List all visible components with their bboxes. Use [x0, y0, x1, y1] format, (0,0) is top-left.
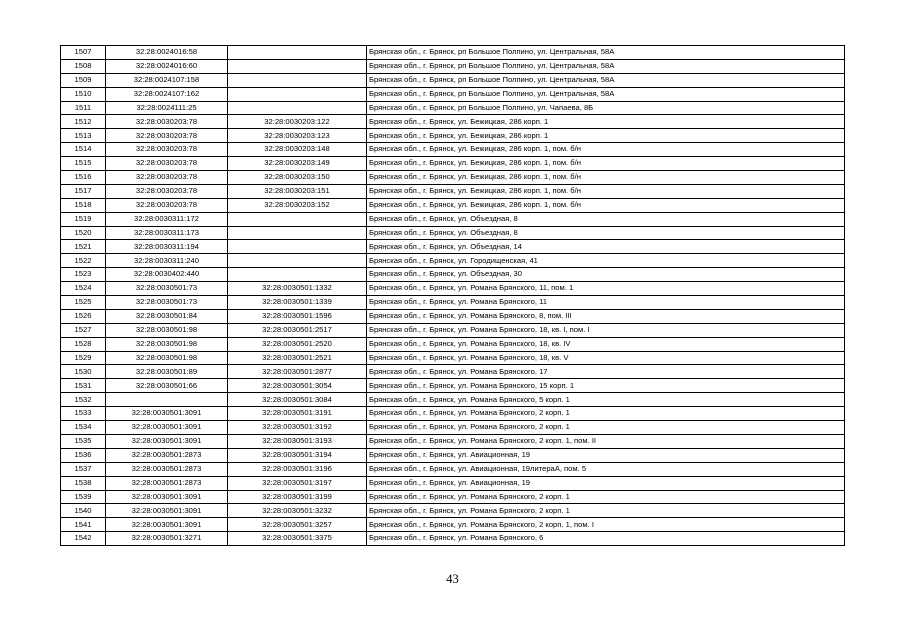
address-cell: Брянская обл., г. Брянск, рп Большое Полпино, ул. Центральная, 58А	[367, 46, 845, 60]
cadastral-number-cell: 32:28:0030501:3091	[106, 504, 228, 518]
cadastral-number-cell: 32:28:0030203:78	[106, 143, 228, 157]
cadastral-number-cell: 32:28:0030311:173	[106, 226, 228, 240]
table-row	[61, 532, 845, 546]
page-number: 43	[446, 572, 459, 586]
object-cadastral-number-cell: 32:28:0030501:2517	[228, 323, 367, 337]
object-cadastral-number-cell: 32:28:0030501:3054	[228, 379, 367, 393]
address-cell: Брянская обл., г. Брянск, ул. Бежицкая, 286 корп. 1	[367, 115, 845, 129]
table-row	[61, 296, 845, 310]
cadastral-number-cell: 32:28:0030501:73	[106, 282, 228, 296]
object-cadastral-number-cell: 32:28:0030203:152	[228, 198, 367, 212]
cadastral-number-cell: 32:28:0030402:440	[106, 268, 228, 282]
table-row	[61, 143, 845, 157]
row-number-cell: 1513	[61, 129, 106, 143]
address-cell: Брянская обл., г. Брянск, рп Большое Полпино, ул. Центральная, 58А	[367, 59, 845, 73]
row-number-cell: 1542	[61, 532, 106, 546]
object-cadastral-number-cell: 32:28:0030501:3197	[228, 476, 367, 490]
address-cell: Брянская обл., г. Брянск, ул. Романа Брянского, 11	[367, 296, 845, 310]
cadastral-number-cell: 32:28:0030203:78	[106, 157, 228, 171]
cadastral-number-cell: 32:28:0030311:194	[106, 240, 228, 254]
cadastral-number-cell: 32:28:0024107:162	[106, 87, 228, 101]
address-cell: Брянская обл., г. Брянск, ул. Романа Брянского, 2 корп. 1, пом. II	[367, 434, 845, 448]
row-number-cell: 1512	[61, 115, 106, 129]
row-number-cell: 1523	[61, 268, 106, 282]
address-cell: Брянская обл., г. Брянск, ул. Авиационная, 19	[367, 476, 845, 490]
object-cadastral-number-cell: 32:28:0030501:3199	[228, 490, 367, 504]
address-cell: Брянская обл., г. Брянск, ул. Бежицкая, 286 корп. 1, пом. б/н	[367, 184, 845, 198]
address-cell: Брянская обл., г. Брянск, ул. Объездная, 8	[367, 226, 845, 240]
row-number-cell: 1519	[61, 212, 106, 226]
address-cell: Брянская обл., г. Брянск, ул. Объездная, 8	[367, 212, 845, 226]
object-cadastral-number-cell: 32:28:0030203:148	[228, 143, 367, 157]
cadastral-number-cell: 32:28:0030501:3271	[106, 532, 228, 546]
object-cadastral-number-cell: 32:28:0030501:1596	[228, 309, 367, 323]
object-cadastral-number-cell: 32:28:0030501:3232	[228, 504, 367, 518]
cadastral-number-cell: 32:28:0030311:240	[106, 254, 228, 268]
row-number-cell: 1531	[61, 379, 106, 393]
row-number-cell: 1536	[61, 448, 106, 462]
row-number-cell: 1520	[61, 226, 106, 240]
table-row	[61, 212, 845, 226]
object-cadastral-number-cell: 32:28:0030501:2521	[228, 351, 367, 365]
table-row	[61, 337, 845, 351]
object-cadastral-number-cell: 32:28:0030501:3192	[228, 421, 367, 435]
row-number-cell: 1532	[61, 393, 106, 407]
object-cadastral-number-cell	[228, 240, 367, 254]
table-row	[61, 323, 845, 337]
cadastral-number-cell: 32:28:0030203:78	[106, 171, 228, 185]
object-cadastral-number-cell: 32:28:0030501:3194	[228, 448, 367, 462]
cadastral-number-cell: 32:28:0030203:78	[106, 115, 228, 129]
object-cadastral-number-cell: 32:28:0030203:150	[228, 171, 367, 185]
cadastral-number-cell: 32:28:0030501:84	[106, 309, 228, 323]
cadastral-number-cell: 32:28:0024107:158	[106, 73, 228, 87]
address-cell: Брянская обл., г. Брянск, ул. Романа Брянского, 15 корп. 1	[367, 379, 845, 393]
object-cadastral-number-cell: 32:28:0030501:3191	[228, 407, 367, 421]
table-row	[61, 59, 845, 73]
row-number-cell: 1522	[61, 254, 106, 268]
address-cell: Брянская обл., г. Брянск, ул. Романа Брянского, 18, кв. V	[367, 351, 845, 365]
table-row	[61, 268, 845, 282]
address-cell: Брянская обл., г. Брянск, ул. Бежицкая, 286 корп. 1, пом. б/н	[367, 198, 845, 212]
address-cell: Брянская обл., г. Брянск, ул. Городищенская, 41	[367, 254, 845, 268]
address-cell: Брянская обл., г. Брянск, ул. Бежицкая, 286 корп. 1, пом. б/н	[367, 171, 845, 185]
cadastral-number-cell: 32:28:0030203:78	[106, 184, 228, 198]
address-cell: Брянская обл., г. Брянск, ул. Романа Брянского, 6	[367, 532, 845, 546]
table-row	[61, 434, 845, 448]
table-row	[61, 407, 845, 421]
object-cadastral-number-cell	[228, 59, 367, 73]
object-cadastral-number-cell	[228, 101, 367, 115]
cadastral-number-cell: 32:28:0030203:78	[106, 198, 228, 212]
table-row	[61, 171, 845, 185]
object-cadastral-number-cell: 32:28:0030501:1339	[228, 296, 367, 310]
row-number-cell: 1528	[61, 337, 106, 351]
object-cadastral-number-cell: 32:28:0030501:3196	[228, 462, 367, 476]
row-number-cell: 1527	[61, 323, 106, 337]
address-cell: Брянская обл., г. Брянск, ул. Романа Брянского, 5 корп. 1	[367, 393, 845, 407]
address-cell: Брянская обл., г. Брянск, рп Большое Полпино, ул. Центральная, 58А	[367, 73, 845, 87]
row-number-cell: 1521	[61, 240, 106, 254]
row-number-cell: 1524	[61, 282, 106, 296]
object-cadastral-number-cell: 32:28:0030501:3193	[228, 434, 367, 448]
object-cadastral-number-cell	[228, 87, 367, 101]
row-number-cell: 1533	[61, 407, 106, 421]
table-row	[61, 115, 845, 129]
table-row	[61, 282, 845, 296]
table-row	[61, 129, 845, 143]
table-row	[61, 351, 845, 365]
address-cell: Брянская обл., г. Брянск, ул. Объездная, 14	[367, 240, 845, 254]
cadastral-number-cell: 32:28:0030501:98	[106, 351, 228, 365]
address-cell: Брянская обл., г. Брянск, ул. Романа Брянского, 18, кв. I, пом. I	[367, 323, 845, 337]
table-row	[61, 157, 845, 171]
address-cell: Брянская обл., г. Брянск, рп Большое Полпино, ул. Чапаева, 8Б	[367, 101, 845, 115]
cadastral-number-cell: 32:28:0024111:25	[106, 101, 228, 115]
object-cadastral-number-cell	[228, 212, 367, 226]
object-cadastral-number-cell	[228, 226, 367, 240]
table-row	[61, 476, 845, 490]
address-cell: Брянская обл., г. Брянск, ул. Бежицкая, 286 корп. 1	[367, 129, 845, 143]
table-row	[61, 46, 845, 60]
table-row	[61, 518, 845, 532]
address-cell: Брянская обл., г. Брянск, ул. Бежицкая, 286 корп. 1, пом. б/н	[367, 143, 845, 157]
object-cadastral-number-cell: 32:28:0030501:3375	[228, 532, 367, 546]
cadastral-number-cell: 32:28:0030501:73	[106, 296, 228, 310]
object-cadastral-number-cell: 32:28:0030501:3084	[228, 393, 367, 407]
row-number-cell: 1507	[61, 46, 106, 60]
row-number-cell: 1539	[61, 490, 106, 504]
table-row	[61, 379, 845, 393]
cadastral-number-cell: 32:28:0030501:3091	[106, 407, 228, 421]
object-cadastral-number-cell: 32:28:0030501:3257	[228, 518, 367, 532]
address-cell: Брянская обл., г. Брянск, ул. Романа Брянского, 18, кв. IV	[367, 337, 845, 351]
row-number-cell: 1541	[61, 518, 106, 532]
address-cell: Брянская обл., г. Брянск, ул. Романа Брянского, 2 корп. 1	[367, 407, 845, 421]
row-number-cell: 1511	[61, 101, 106, 115]
cadastral-number-cell: 32:28:0030501:2873	[106, 476, 228, 490]
address-cell: Брянская обл., г. Брянск, ул. Авиационная, 19	[367, 448, 845, 462]
row-number-cell: 1526	[61, 309, 106, 323]
table-row	[61, 309, 845, 323]
table-row	[61, 490, 845, 504]
row-number-cell: 1529	[61, 351, 106, 365]
object-cadastral-number-cell	[228, 73, 367, 87]
cadastral-number-cell: 32:28:0024016:60	[106, 59, 228, 73]
cadastral-number-cell: 32:28:0030501:3091	[106, 421, 228, 435]
address-cell: Брянская обл., г. Брянск, ул. Романа Брянского, 2 корп. 1	[367, 504, 845, 518]
address-cell: Брянская обл., г. Брянск, ул. Бежицкая, 286 корп. 1, пом. б/н	[367, 157, 845, 171]
address-cell: Брянская обл., г. Брянск, ул. Романа Брянского, 2 корп. 1	[367, 421, 845, 435]
table-row	[61, 87, 845, 101]
object-cadastral-number-cell: 32:28:0030501:2520	[228, 337, 367, 351]
table-row	[61, 73, 845, 87]
cadastral-number-cell: 32:28:0030501:3091	[106, 434, 228, 448]
table-row	[61, 421, 845, 435]
table-row	[61, 184, 845, 198]
address-cell: Брянская обл., г. Брянск, ул. Романа Брянского, 2 корп. 1	[367, 490, 845, 504]
row-number-cell: 1538	[61, 476, 106, 490]
cadastral-number-cell: 32:28:0030311:172	[106, 212, 228, 226]
registry-table	[60, 45, 845, 546]
cadastral-number-cell	[106, 393, 228, 407]
cadastral-number-cell: 32:28:0030501:3091	[106, 518, 228, 532]
table-row	[61, 254, 845, 268]
row-number-cell: 1537	[61, 462, 106, 476]
row-number-cell: 1535	[61, 434, 106, 448]
row-number-cell: 1518	[61, 198, 106, 212]
address-cell: Брянская обл., г. Брянск, ул. Романа Брянского, 8, пом. III	[367, 309, 845, 323]
object-cadastral-number-cell	[228, 46, 367, 60]
address-cell: Брянская обл., г. Брянск, ул. Романа Брянского, 11, пом. 1	[367, 282, 845, 296]
row-number-cell: 1540	[61, 504, 106, 518]
row-number-cell: 1514	[61, 143, 106, 157]
table-row	[61, 462, 845, 476]
table-row	[61, 448, 845, 462]
row-number-cell: 1517	[61, 184, 106, 198]
object-cadastral-number-cell: 32:28:0030203:123	[228, 129, 367, 143]
cadastral-number-cell: 32:28:0030501:3091	[106, 490, 228, 504]
cadastral-number-cell: 32:28:0030501:2873	[106, 462, 228, 476]
registry-table-body	[61, 46, 845, 546]
cadastral-number-cell: 32:28:0030501:89	[106, 365, 228, 379]
object-cadastral-number-cell: 32:28:0030203:151	[228, 184, 367, 198]
object-cadastral-number-cell	[228, 254, 367, 268]
table-row	[61, 365, 845, 379]
address-cell: Брянская обл., г. Брянск, ул. Объездная, 30	[367, 268, 845, 282]
row-number-cell: 1525	[61, 296, 106, 310]
table-row	[61, 101, 845, 115]
object-cadastral-number-cell	[228, 268, 367, 282]
cadastral-number-cell: 32:28:0030501:98	[106, 323, 228, 337]
row-number-cell: 1508	[61, 59, 106, 73]
object-cadastral-number-cell: 32:28:0030501:1332	[228, 282, 367, 296]
address-cell: Брянская обл., г. Брянск, рп Большое Полпино, ул. Центральная, 58А	[367, 87, 845, 101]
address-cell: Брянская обл., г. Брянск, ул. Авиационная, 19литераА, пом. 5	[367, 462, 845, 476]
row-number-cell: 1510	[61, 87, 106, 101]
table-row	[61, 198, 845, 212]
table-row	[61, 226, 845, 240]
address-cell: Брянская обл., г. Брянск, ул. Романа Брянского, 2 корп. 1, пом. I	[367, 518, 845, 532]
row-number-cell: 1534	[61, 421, 106, 435]
object-cadastral-number-cell: 32:28:0030501:2877	[228, 365, 367, 379]
cadastral-number-cell: 32:28:0030501:2873	[106, 448, 228, 462]
address-cell: Брянская обл., г. Брянск, ул. Романа Брянского, 17	[367, 365, 845, 379]
row-number-cell: 1515	[61, 157, 106, 171]
cadastral-number-cell: 32:28:0030203:78	[106, 129, 228, 143]
table-row	[61, 504, 845, 518]
row-number-cell: 1509	[61, 73, 106, 87]
object-cadastral-number-cell: 32:28:0030203:122	[228, 115, 367, 129]
object-cadastral-number-cell: 32:28:0030203:149	[228, 157, 367, 171]
row-number-cell: 1516	[61, 171, 106, 185]
cadastral-number-cell: 32:28:0030501:98	[106, 337, 228, 351]
table-row	[61, 240, 845, 254]
table-row	[61, 393, 845, 407]
row-number-cell: 1530	[61, 365, 106, 379]
cadastral-number-cell: 32:28:0030501:66	[106, 379, 228, 393]
cadastral-number-cell: 32:28:0024016:58	[106, 46, 228, 60]
